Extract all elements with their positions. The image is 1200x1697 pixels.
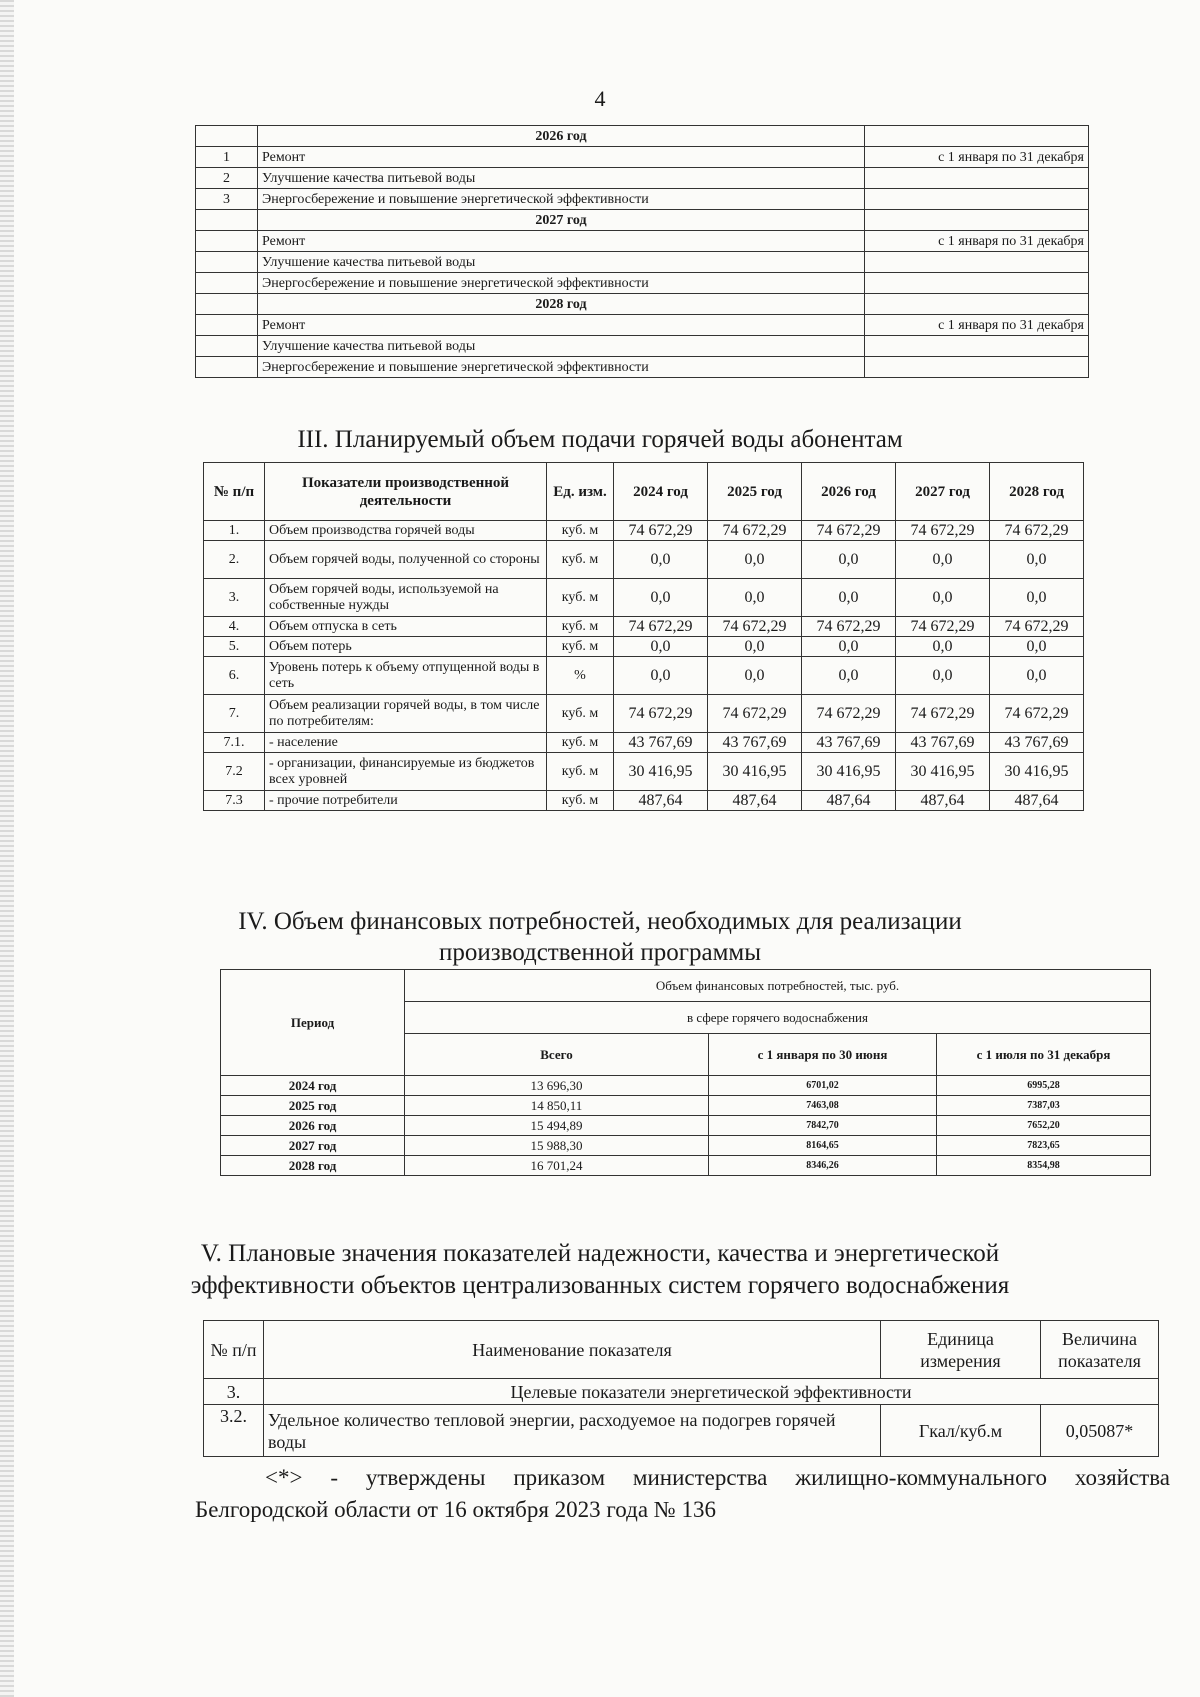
table-row: Улучшение качества питьевой воды <box>196 336 1089 357</box>
table-row: 2. Объем горячей воды, полученной со стороны куб. м 0,0 0,0 0,0 0,0 0,0 <box>204 541 1084 579</box>
table-header-row: № п/п Показатели производственной деятельности Ед. изм. 2024 год 2025 год 2026 год 2027 год 2028 год <box>204 463 1084 521</box>
total-header: Всего <box>405 1034 709 1076</box>
year-label: 2026 год <box>258 126 865 147</box>
scan-edge <box>0 0 14 1697</box>
table-row: 6. Уровень потерь к объему отпущенной воды в сеть % 0,0 0,0 0,0 0,0 0,0 <box>204 657 1084 695</box>
year-label: 2028 год <box>258 294 865 315</box>
section5-title-line2: эффективности объектов централизованных систем горячего водоснабжения <box>190 1272 1010 1299</box>
page-number: 4 <box>594 86 606 111</box>
period-header: Период <box>221 970 405 1076</box>
table-row: Ремонт с 1 января по 31 декабря <box>196 315 1089 336</box>
half2-header: с 1 июля по 31 декабря <box>937 1034 1151 1076</box>
table-row: 2028 год 16 701,24 8346,26 8354,98 <box>221 1156 1151 1176</box>
table-row: 3 Энергосбережение и повышение энергетической эффективности <box>196 189 1089 210</box>
year-row <box>196 294 1089 315</box>
table-row: Энергосбережение и повышение энергетической эффективности <box>196 273 1089 294</box>
table-row: 2027 год 15 988,30 8164,65 7823,65 <box>221 1136 1151 1156</box>
table-row: 7.2 - организации, финансируемые из бюджетов всех уровней куб. м 30 416,95 30 416,95 30 416,95 30 416,95 30 416,95 <box>204 753 1084 791</box>
table-row: 5. Объем потерь куб. м 0,0 0,0 0,0 0,0 0,0 <box>204 637 1084 657</box>
table-row: 3. Целевые показатели энергетической эффективности <box>204 1379 1159 1405</box>
sphere-header: в сфере горячего водоснабжения <box>405 1002 1151 1034</box>
table-row: 3. Объем горячей воды, используемой на собственные нужды куб. м 0,0 0,0 0,0 0,0 0,0 <box>204 579 1084 617</box>
footnote <box>195 1462 1170 1526</box>
financial-needs-table <box>220 969 1151 1176</box>
section4-title-line2: производственной программы <box>438 939 762 966</box>
section3-title: III. Планируемый объем подачи горячей воды абонентам <box>297 426 903 453</box>
table-row: 1. Объем производства горячей воды куб. м 74 672,29 74 672,29 74 672,29 74 672,29 74 672,29 <box>204 521 1084 541</box>
volume-header: Объем финансовых потребностей, тыс. руб. <box>405 970 1151 1002</box>
table-row: 2026 год 15 494,89 7842,70 7652,20 <box>221 1116 1151 1136</box>
table-row: Энергосбережение и повышение энергетической эффективности <box>196 357 1089 378</box>
hot-water-volume-table <box>203 462 1084 811</box>
half1-header: с 1 января по 30 июня <box>709 1034 937 1076</box>
reliability-indicators-table <box>203 1320 1159 1457</box>
table-row: 1 Ремонт с 1 января по 31 декабря <box>196 147 1089 168</box>
table-row: 2025 год 14 850,11 7463,08 7387,03 <box>221 1096 1151 1116</box>
table-row: 7.3 - прочие потребители куб. м 487,64 487,64 487,64 487,64 487,64 <box>204 791 1084 811</box>
table-row: 2 Улучшение качества питьевой воды <box>196 168 1089 189</box>
schedule-table <box>195 125 1089 378</box>
table-row: 7. Объем реализации горячей воды, в том числе по потребителям: куб. м 74 672,29 74 672,29 74 672,29 74 672,29 74 672,29 <box>204 695 1084 733</box>
table-row: 2024 год 13 696,30 6701,02 6995,28 <box>221 1076 1151 1096</box>
year-row <box>196 210 1089 231</box>
table-row: 7.1. - население куб. м 43 767,69 43 767,69 43 767,69 43 767,69 43 767,69 <box>204 733 1084 753</box>
table-header-row: № п/п Наименование показателя Единица измерения Величина показателя <box>204 1321 1159 1379</box>
year-row <box>196 126 1089 147</box>
section5-title-line1: V. Плановые значения показателей надежности, качества и энергетической <box>200 1240 1000 1267</box>
table-row: 3.2. Удельное количество тепловой энергии, расходуемое на подогрев горячей воды Гкал/куб.м 0,05087* <box>204 1405 1159 1457</box>
table-header-row <box>221 970 1151 1002</box>
year-label: 2027 год <box>258 210 865 231</box>
section4-title-line1: IV. Объем финансовых потребностей, необходимых для реализации <box>238 908 962 935</box>
table-row: 4. Объем отпуска в сеть куб. м 74 672,29 74 672,29 74 672,29 74 672,29 74 672,29 <box>204 617 1084 637</box>
table-row: Ремонт с 1 января по 31 декабря <box>196 231 1089 252</box>
footnote-line2: Белгородской области от 16 октября 2023 года № 136 <box>195 1497 716 1522</box>
footnote-line1: <*> - утверждены приказом министерства жилищно-коммунального хозяйства <box>265 1465 1170 1490</box>
table-row: Улучшение качества питьевой воды <box>196 252 1089 273</box>
